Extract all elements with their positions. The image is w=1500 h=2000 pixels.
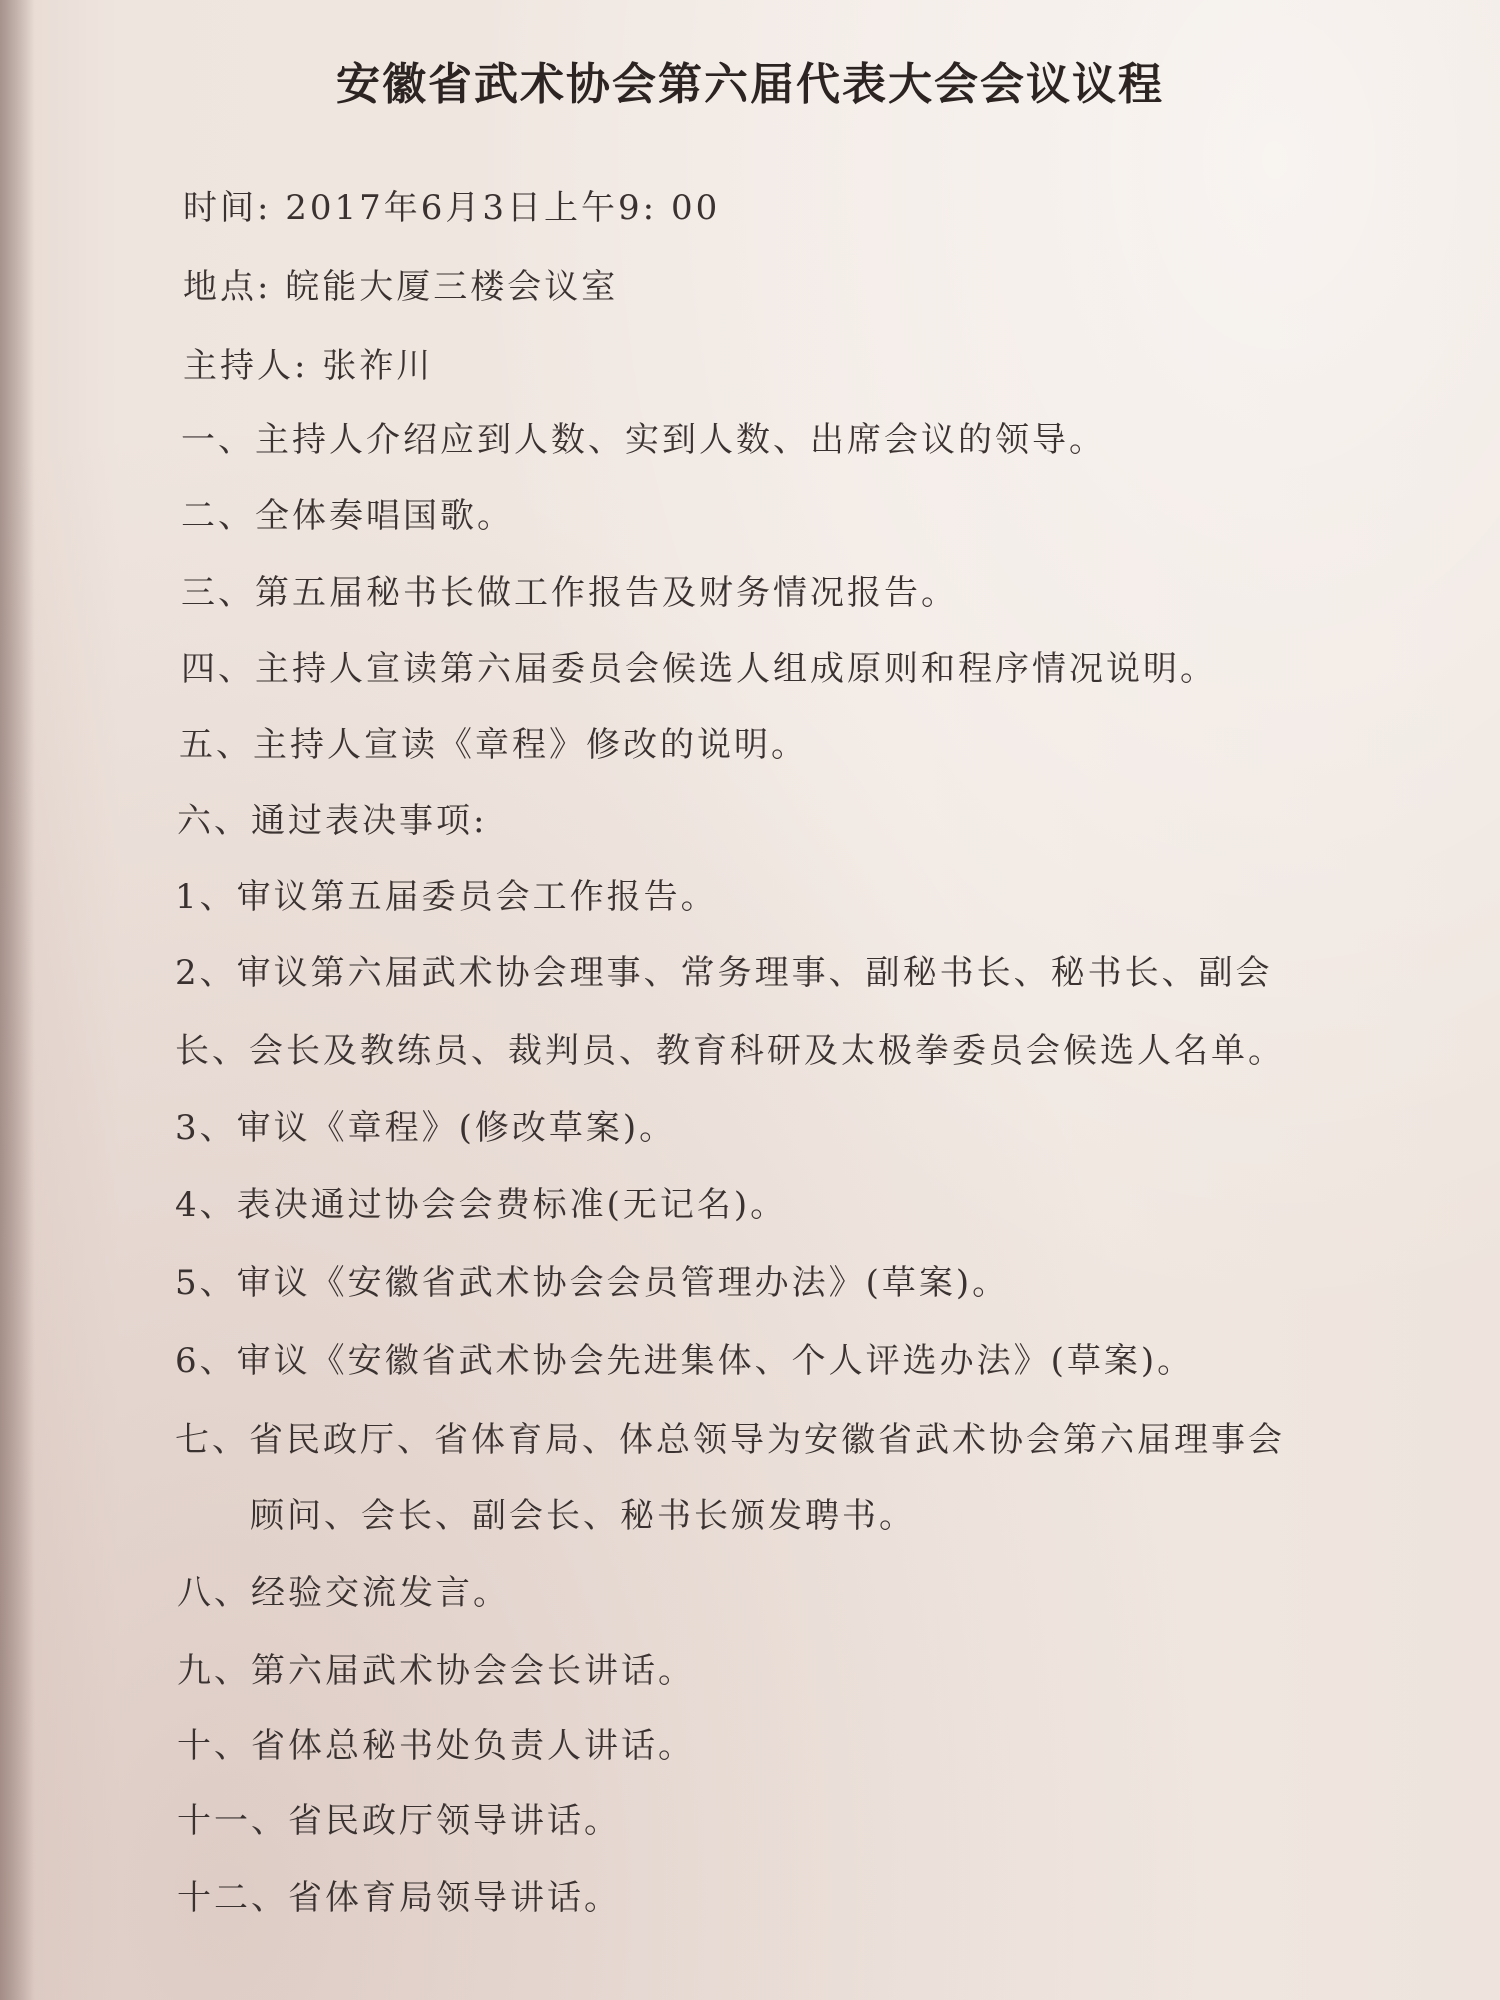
subitem-5: 5、审议《安徽省武术协会会员管理办法》(草案)。 [175,1263,1010,1303]
agenda-item-11: 十一、省民政厅领导讲话。 [177,1801,621,1841]
meeting-time: 时间: 2017年6月3日上午9: 00 [183,188,721,228]
agenda-item-7-line-1: 七、省民政厅、省体育局、体总领导为安徽省武术协会第六届理事会 [175,1420,1285,1460]
agenda-item-12: 十二、省体育局领导讲话。 [177,1878,621,1918]
agenda-item-7-line-2: 顾问、会长、副会长、秘书长颁发聘书。 [250,1496,916,1536]
agenda-item-1: 一、主持人介绍应到人数、实到人数、出席会议的领导。 [181,420,1106,460]
subitem-4: 4、表决通过协会会费标准(无记名)。 [175,1185,788,1225]
subitem-2-line-2: 长、会长及教练员、裁判员、教育科研及太极拳委员会候选人名单。 [175,1031,1285,1071]
document-title: 安徽省武术协会第六届代表大会会议议程 [336,59,1164,110]
agenda-item-4: 四、主持人宣读第六届委员会候选人组成原则和程序情况说明。 [181,649,1217,689]
binding-shadow [0,0,34,2000]
agenda-item-6: 六、通过表决事项: [177,801,488,841]
agenda-item-8: 八、经验交流发言。 [177,1573,510,1613]
agenda-item-5: 五、主持人宣读《章程》修改的说明。 [179,725,808,765]
subitem-6: 6、审议《安徽省武术协会先进集体、个人评选办法》(草案)。 [175,1341,1195,1381]
agenda-item-3: 三、第五届秘书长做工作报告及财务情况报告。 [181,573,958,613]
agenda-item-2: 二、全体奏唱国歌。 [181,496,514,536]
agenda-item-9: 九、第六届武术协会会长讲话。 [177,1651,695,1691]
subitem-3: 3、审议《章程》(修改草案)。 [175,1108,677,1148]
meeting-host: 主持人: 张祚川 [183,346,434,386]
subitem-1: 1、审议第五届委员会工作报告。 [175,877,718,917]
subitem-2-line-1: 2、审议第六届武术协会理事、常务理事、副秘书长、秘书长、副会 [175,953,1273,993]
meeting-location: 地点: 皖能大厦三楼会议室 [183,267,619,307]
agenda-item-10: 十、省体总秘书处负责人讲话。 [177,1726,695,1766]
